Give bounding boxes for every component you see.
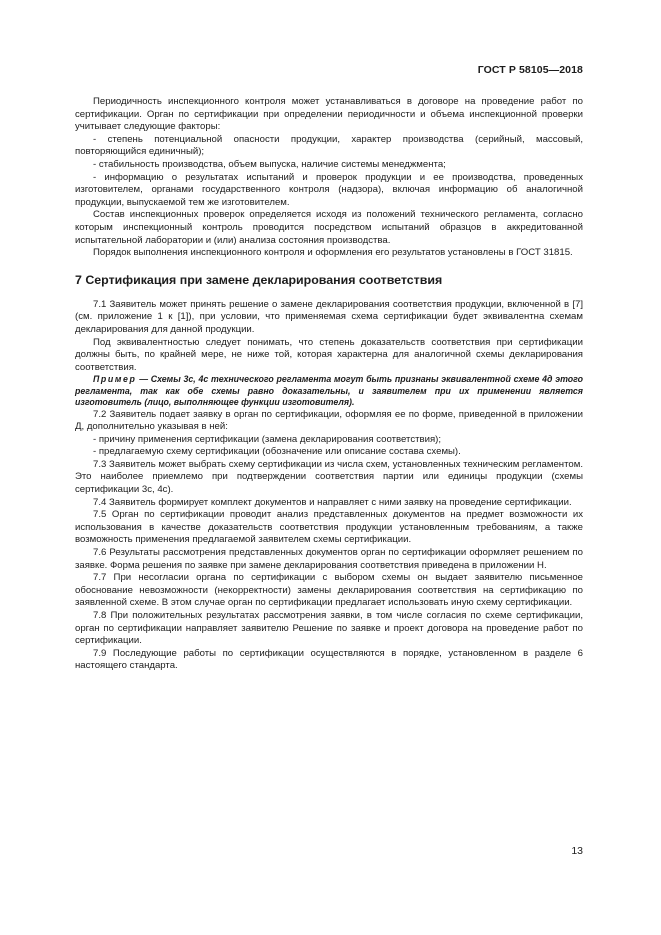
- paragraph: 7.6 Результаты рассмотрения представленных документов орган по сертификации оформляет решением по заявке. Форма решения по заявке при замене декларирования соответствия приведена в приложении Н.: [75, 547, 583, 571]
- list-item: - информацию о результатах испытаний и проверок продукции и ее производства, проведенных изготовителем, органами государственного контроля (надзора), включая информацию об аналогичной продукции, выпускаемой тем же изготовителем.: [75, 171, 583, 208]
- paragraph: 7.5 Орган по сертификации проводит анализ представленных документов на предмет возможности их использования в качестве доказательств соответствия продукции установленным требованиям, а также возможность применения предлагаемой заявителем схемы сертификации.: [75, 509, 583, 546]
- paragraph: 7.9 Последующие работы по сертификации осуществляются в порядке, установленном в разделе 6 настоящего стандарта.: [75, 647, 583, 672]
- example-label: Пример: [93, 374, 137, 385]
- list-item: - стабильность производства, объем выпуска, наличие системы менеджмента;: [93, 158, 446, 170]
- section-heading: 7 Сертификация при замене декларирования соответствия: [75, 272, 443, 287]
- paragraph: 7.2 Заявитель подает заявку в орган по сертификации, оформляя ее по форме, приведенной в приложении Д, дополнительно указывая в ней:: [75, 408, 583, 433]
- document-code: ГОСТ Р 58105—2018: [477, 64, 583, 76]
- paragraph: Состав инспекционных проверок определяется исходя из положений технического регламента, согласно которым инспекционный контроль проводится посредством испытаний образцов в аккредитованной испытательной лаборатории и (или) анализа состояния производства.: [75, 209, 583, 246]
- example-note: [75, 374, 583, 408]
- document-body: [75, 96, 583, 673]
- paragraph: 7.1 Заявитель может принять решение о замене декларирования соответствия продукции, включенной в [7] (см. приложение 1 к [1]), при условии, что применяемая схема сертификации будет эквивалентна схемам декларирования для данной продукции.: [75, 298, 583, 335]
- paragraph: Периодичность инспекционного контроля может устанавливаться в договоре на проведение работ по сертификации. Орган по сертификации при определении периодичности и объема инспекционной проверки учитывает следующие факторы:: [75, 96, 583, 133]
- paragraph: 7.7 При несогласии органа по сертификации с выбором схемы он выдает заявителю письменное обоснование невозможности (некорректности) замены декларирования соответствия на сертификацию по заявленной схеме. В этом случае орган по сертификации предлагает использовать иную схему сертификации.: [75, 572, 583, 609]
- page-number: 13: [571, 845, 583, 857]
- paragraph: Под эквивалентностью следует понимать, что степень доказательств соответствия при сертификации должны быть, по крайней мере, не ниже той, которая характерна для аналогичной схемы декларирования соответствия.: [75, 336, 583, 373]
- paragraph: 7.3 Заявитель может выбрать схему сертификации из числа схем, установленных техническим регламентом. Это наиболее приемлемо при подтверждении соответствия партии или единицы продукции (схемы сертификации 3с, 4с).: [75, 458, 583, 496]
- paragraph: 7.4 Заявитель формирует комплект документов и направляет с ними заявку на проведение сертификации.: [93, 496, 572, 508]
- list-item: - предлагаемую схему сертификации (обозначение или описание состава схемы).: [93, 446, 461, 458]
- list-item: - степень потенциальной опасности продукции, характер производства (серийный, массовый, повторяющийся единичный);: [75, 133, 583, 158]
- paragraph: 7.8 При положительных результатах рассмотрения заявки, в том числе согласия по схеме сертификации, орган по сертификации направляет заявителю Решение по заявке и проект договора на проведение работ по сертификации.: [75, 610, 583, 647]
- example-text: — Схемы 3с, 4с технического регламента могут быть признаны эквивалентной схеме 4д этого регламента, так как обе схемы равно доказательны, и заявителем при их применении является изготовитель (лицо, выполняющее функции изготовителя).: [75, 374, 583, 408]
- list-item: - причину применения сертификации (замена декларирования соответствия);: [93, 433, 442, 445]
- paragraph: Порядок выполнения инспекционного контроля и оформления его результатов установлены в ГОСТ 31815.: [93, 247, 573, 259]
